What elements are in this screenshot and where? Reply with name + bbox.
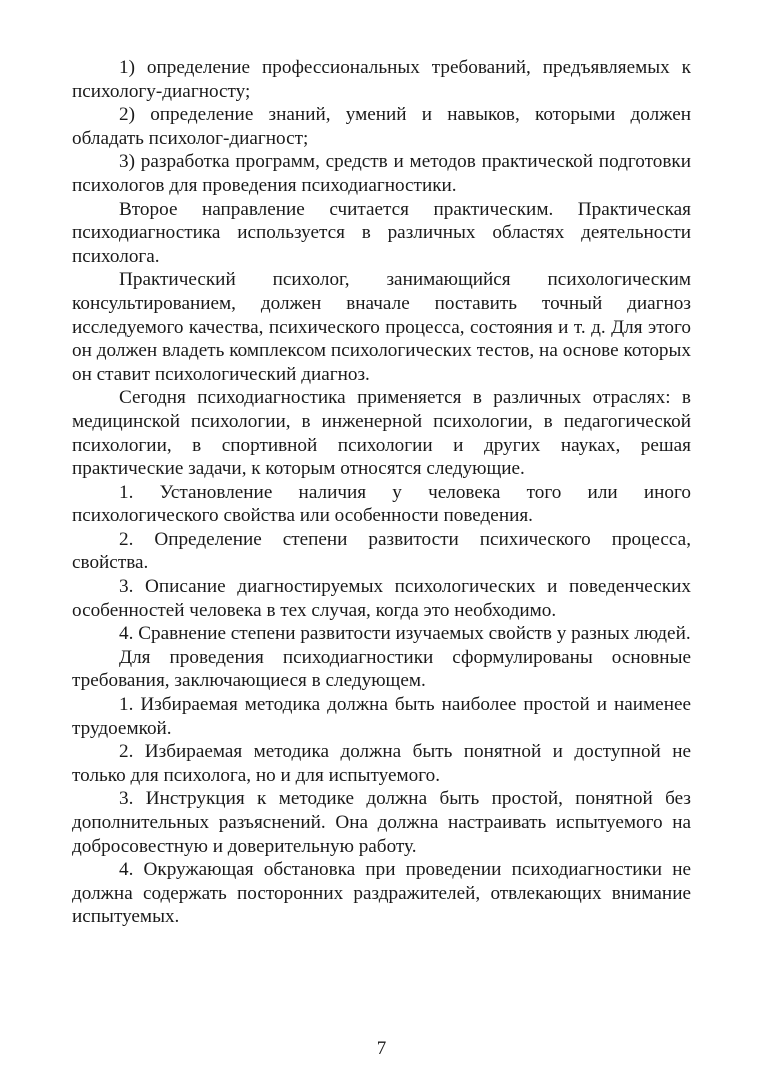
paragraph-applications: Сегодня психодиагностика применяется в различных отраслях: в медицинской психологии, в инженерной психологии, в педагогической психологии, в спортивной психологии и других науках, решая практические задачи, к которым относятся следующие. [72,387,691,480]
paragraph-task-2: 2. Определение степени развитости психического процесса, свойства. [72,528,691,574]
paragraph-practical-psychologist: Практический психолог, занимающийся психологическим консультированием, должен вначале поставить точный диагноз исследуемого качества, психического процесса, состояния и т. д. Для этого он должен владеть комплексом психологических тестов, на основе которых он ставит психологический диагноз. [72,269,691,385]
page-number: 7 [376,1038,387,1059]
paragraph-task-1: 1. Установление наличия у человека того или иного психологического свойства или особенности поведения. [72,481,691,527]
paragraph-requirement-3: 3. Инструкция к методике должна быть простой, понятной без дополнительных разъяснений. Она должна настраивать испытуемого на добросовестную и доверительную работу. [72,788,691,857]
paragraph-requirement-4: 4. Окружающая обстановка при проведении психодиагностики не должна содержать посторонних раздражителей, отвлекающих внимание испытуемых. [72,859,691,928]
paragraph-requirement-1: 1. Избираемая методика должна быть наиболее простой и наименее трудоемкой. [72,694,691,739]
paragraph-requirement-2: 2. Избираемая методика должна быть понятной и доступной не только для психолога, но и для испытуемого. [72,741,691,786]
paragraph-requirements-item-1: 1) определение профессиональных требований, предъявляемых к психологу-диагносту; [72,57,691,102]
paragraph-requirements-item-3: 3) разработка программ, средств и методов практической подготовки психологов для проведения психодиагностики. [72,151,691,196]
paragraph-task-4: 4. Сравнение степени развитости изучаемых свойств у разных людей. [119,623,691,645]
body-text [72,56,691,929]
paragraph-practical-direction: Второе направление считается практическим. Практическая психодиагностика используется в различных областях деятельности психолога. [72,198,691,267]
paragraph-requirements-item-2: 2) определение знаний, умений и навыков, которыми должен обладать психолог-диагност; [72,104,691,149]
paragraph-basic-requirements: Для проведения психодиагностики сформулированы основные требования, заключающиеся в следующем. [72,646,691,692]
paragraph-task-3: 3. Описание диагностируемых психологических и поведенческих особенностей человека в тех случая, когда это необходимо. [72,576,691,621]
